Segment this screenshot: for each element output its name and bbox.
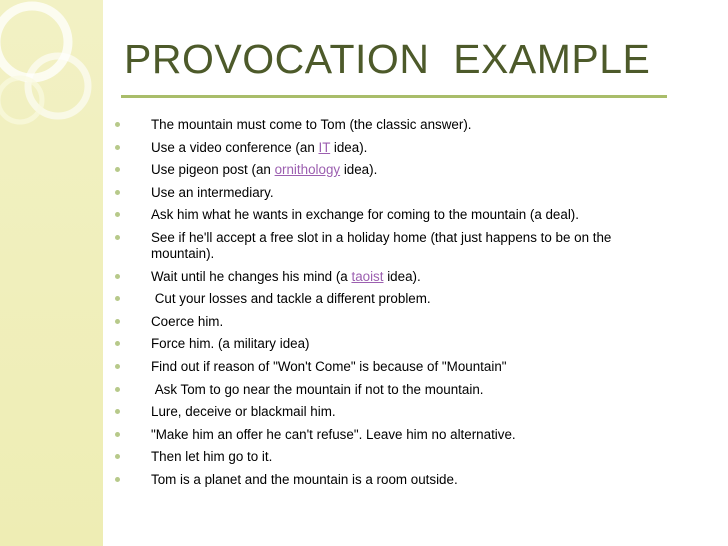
list-item-text: See if he'll accept a free slot in a holiday home (that just happens to be on the mountain).: [151, 229, 616, 261]
bullet-icon: [115, 296, 120, 301]
list-item-text: Use a video conference (an: [151, 139, 319, 155]
bullet-icon: [115, 190, 120, 195]
list-item: [108, 230, 668, 262]
list-item-text: "Make him an offer he can't refuse". Leave him no alternative.: [151, 426, 516, 442]
bullet-icon: [115, 122, 120, 127]
list-item-text: The mountain must come to Tom (the classic answer).: [151, 117, 472, 132]
list-item: [108, 207, 668, 223]
list-item: [108, 336, 668, 352]
list-item: [108, 162, 668, 178]
title-underline: [121, 95, 667, 98]
decorative-rings: [0, 0, 103, 140]
list-item: [108, 140, 668, 156]
list-item-text: Ask him what he wants in exchange for coming to the mountain (a deal).: [151, 207, 579, 223]
list-item-text: Force him. (a military idea): [151, 336, 310, 352]
list-item-text: Use an intermediary.: [151, 184, 274, 200]
list-item: [108, 291, 668, 307]
list-item-text: Find out if reason of "Won't Come" is because of "Mountain": [151, 358, 507, 374]
list-item: [108, 185, 668, 201]
list-item: [108, 404, 668, 420]
list-item: [108, 472, 668, 488]
bullet-icon: [115, 387, 120, 392]
list-item: [108, 117, 668, 133]
bullet-icon: [115, 145, 120, 150]
hyperlink[interactable]: IT: [318, 139, 331, 155]
list-item: [108, 314, 668, 330]
bullet-icon: [115, 477, 120, 482]
list-item: [108, 269, 668, 285]
bullet-icon: [115, 212, 120, 217]
list-item-text: Then let him go to it.: [151, 449, 273, 465]
hyperlink[interactable]: taoist: [351, 268, 384, 284]
list-item-text: Coerce him.: [151, 313, 224, 329]
list-item-text: Wait until he changes his mind (a: [151, 268, 352, 284]
list-item-text: Lure, deceive or blackmail him.: [151, 404, 336, 420]
bullet-icon: [115, 167, 120, 172]
bullet-icon: [115, 274, 120, 279]
hyperlink[interactable]: ornithology: [274, 162, 341, 178]
bullet-icon: [115, 454, 120, 459]
bullet-icon: [115, 235, 120, 240]
list-item: [108, 359, 668, 375]
list-item-text: Cut your losses and tackle a different problem.: [151, 291, 431, 307]
list-item-text: Use pigeon post (an: [151, 162, 275, 178]
bullet-list: [108, 117, 668, 495]
bullet-icon: [115, 341, 120, 346]
list-item: [108, 427, 668, 443]
list-item-text: idea).: [330, 139, 368, 155]
list-item-text: idea).: [383, 268, 421, 284]
list-item: [108, 382, 668, 398]
bullet-icon: [115, 319, 120, 324]
list-item-text: Tom is a planet and the mountain is a room outside.: [151, 471, 458, 487]
bullet-icon: [115, 364, 120, 369]
list-item: [108, 449, 668, 465]
slide-title: PROVOCATION EXAMPLE: [124, 36, 651, 82]
bullet-icon: [115, 432, 120, 437]
list-item-text: Ask Tom to go near the mountain if not to the mountain.: [151, 381, 484, 397]
list-item-text: idea).: [340, 162, 378, 178]
bullet-icon: [115, 409, 120, 414]
